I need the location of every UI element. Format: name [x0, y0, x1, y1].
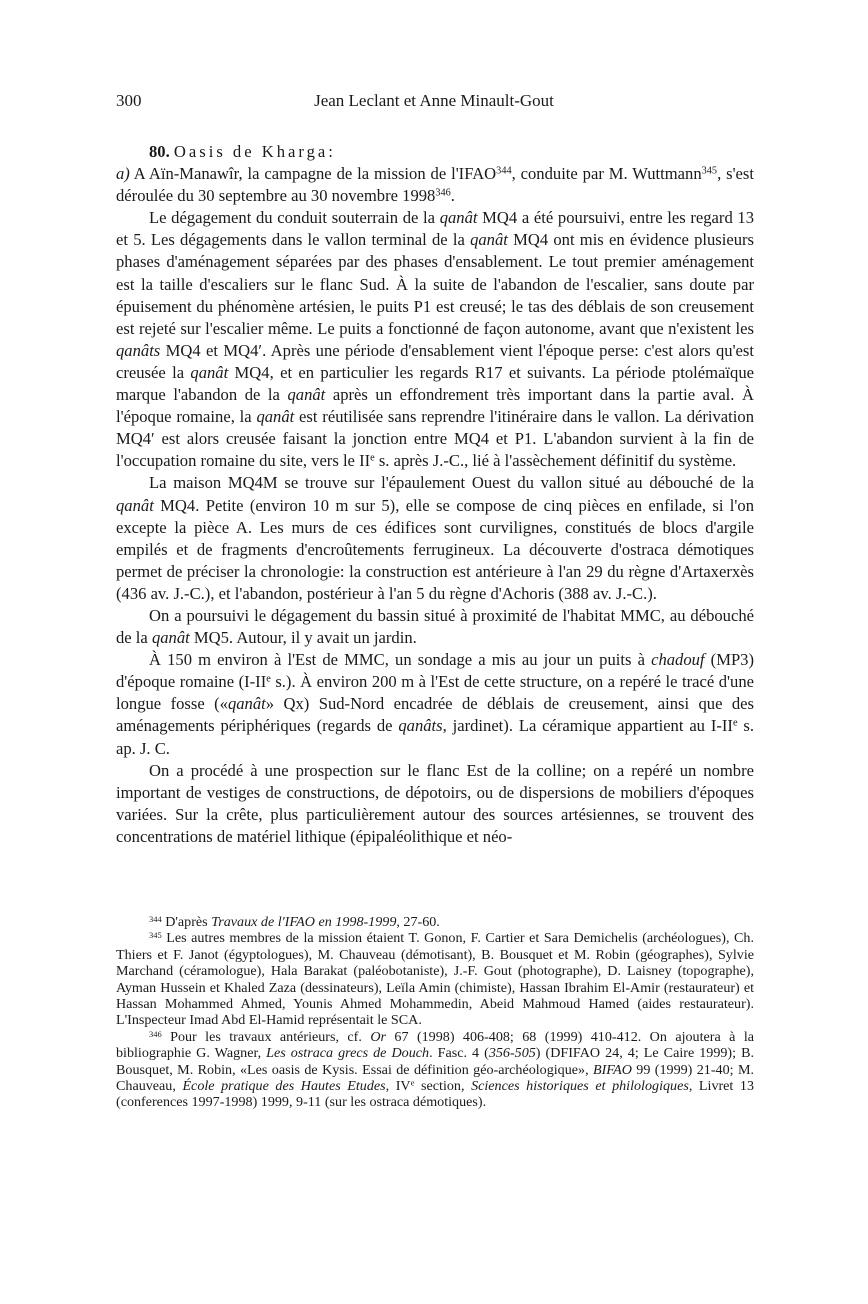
page-header	[116, 91, 752, 111]
paragraph	[116, 141, 754, 207]
paragraph	[116, 472, 754, 605]
footnote	[116, 930, 754, 1028]
text-span: MQ5. Autour, il y avait un jardin.	[189, 628, 417, 648]
text-span: ) (DFIFAO 24, 4; Le Caire 1999); B. Bousquet, M. Robin, «Les oasis de Kysis. Essai de définition géo-archéologique»,	[116, 1045, 754, 1078]
text-span: Le dégagement du conduit souterrain de la	[149, 208, 440, 228]
text-span: . Fasc. 4 (	[429, 1045, 489, 1062]
text-span: s. après J.-C., lié à l'assèchement définitif du système.	[374, 451, 737, 471]
italic-term: qanât	[151, 628, 190, 648]
italic-title: Sciences historiques et philologiques	[471, 1078, 689, 1095]
footnote-ref[interactable]: 345	[701, 165, 718, 177]
section-title: Oasis de Kharga:	[173, 142, 336, 161]
text-span: , IV	[385, 1078, 411, 1095]
text-span: (MP3) d'époque romaine (I-II	[116, 650, 755, 692]
text-span: On a procédé à une prospection sur le flanc Est de la colline; on a repéré un nombre important de vestiges de constructions, de dépotoirs, ou de dispersions de mobiliers d'époques variées. Sur la crête, plus particulièrement autour des sources artésiennes, se trouvent des concentrations de matériel lithique (épipaléolithique et néo-	[116, 760, 754, 846]
paragraph	[116, 760, 754, 848]
superscript: e	[370, 452, 375, 464]
italic-title: BIFAO	[593, 1061, 632, 1078]
text-span: section,	[414, 1078, 472, 1095]
superscript: e	[410, 1077, 415, 1088]
text-span: est réutilisée sans reprendre l'itinéraire dans le vallon. La dérivation MQ4′ est alors creusée faisant la jonction entre MQ4 et P1. L'abandon survient à la fin de l'occupation romaine du site, vers le II	[116, 407, 754, 471]
text-span: Pour les travaux antérieurs, cf.	[161, 1028, 371, 1045]
footnote-number: 345	[149, 930, 162, 941]
text-span: .	[450, 186, 455, 206]
text-span: , s'est déroulée du 30 septembre au 30 novembre 1998	[116, 164, 754, 206]
paragraph	[116, 207, 754, 472]
footnote-number: 346	[149, 1029, 162, 1040]
page-number: 300	[116, 91, 142, 110]
text-span: , 27-60.	[396, 914, 440, 930]
paragraph	[116, 649, 754, 759]
italic-term: qanât	[256, 407, 295, 427]
paragraph	[116, 605, 754, 649]
body-text	[116, 141, 754, 848]
text-span: D'après	[161, 914, 212, 930]
text-span: On a poursuivi le dégagement du bassin situé à proximité de l'habitat MMC, au débouché de la	[116, 605, 754, 648]
text-span: MQ4 ont mis en évidence plusieurs phases d'aménagement séparées par des phases d'ensablement. Le tout premier aménagement est la taille d'escaliers sur le flanc Sud. À la suite de l'abandon de l'escalier, sans doute par épuisement du phénomène artésien, le puits P1 est creusé; le tas des déblais de son creusement est rejeté sur l'escalier même. Le puits a fonctionné de façon autonome, avant que n'existent les	[116, 230, 754, 338]
superscript: e	[732, 718, 738, 730]
italic-term: qanât	[227, 694, 266, 714]
text-span: , Livret 13 (conferences 1997-1998) 1999, 9-11 (sur les ostraca démotiques).	[116, 1078, 755, 1111]
italic-term: qanât	[190, 362, 229, 382]
text-span: MQ4 a été poursuivi, entre les regard 13 et 5. Les dégagements dans le vallon terminal de la	[116, 208, 754, 250]
text-span: , jardinet). La céramique appartient au I-II	[442, 716, 733, 736]
text-span: s. ap. J. C.	[116, 716, 754, 758]
footnote-ref[interactable]: 344	[496, 165, 512, 177]
italic-term: qanât	[287, 385, 326, 405]
italic-title: Or	[370, 1028, 386, 1045]
text-span: après un effondrement très important dans la partie aval. À l'époque romaine, la	[116, 385, 754, 427]
section-number: 80.	[149, 142, 170, 161]
italic-term: qanâts	[116, 340, 161, 360]
italic-term: qanât	[439, 208, 478, 228]
text-span: La maison MQ4M se trouve sur l'épaulement Ouest du vallon situé au débouché de la	[149, 473, 754, 493]
italic-title: 356-505	[488, 1045, 536, 1062]
running-title: Jean Leclant et Anne Minault-Gout	[314, 91, 554, 110]
item-label: a)	[116, 164, 130, 184]
text-span: MQ4, et en particulier les regards R17 et suivants. La période ptolémaïque marque l'abandon de la	[116, 362, 755, 405]
text-span: MQ4 et MQ4′. Après une période d'ensablement vient l'époque perse: c'est alors qu'est creusée la	[116, 340, 754, 382]
text-span: A Aïn-Manawîr, la campagne de la mission de l'IFAO	[129, 164, 497, 184]
text-span: 67 (1998) 406-408; 68 (1999) 410-412. On ajoutera à la bibliographie G. Wagner,	[116, 1028, 754, 1062]
italic-term: qanât	[470, 230, 508, 250]
text-span: s.). À environ 200 m à l'Est de cette structure, on a repéré le tracé d'une longue fosse («	[116, 672, 754, 714]
text-span: » Qx) Sud-Nord encadrée de déblais de creusement, ainsi que des aménagements périphériques (regards de	[116, 694, 754, 736]
footnotes	[116, 914, 754, 1111]
footnote	[116, 914, 754, 930]
italic-title: Les ostraca grecs de Douch	[266, 1045, 430, 1062]
superscript: e	[266, 673, 271, 685]
text-span: , conduite par M. Wuttmann	[511, 164, 702, 184]
text-span: 99 (1999) 21-40; M. Chauveau,	[116, 1061, 754, 1095]
text-span: À 150 m environ à l'Est de MMC, un sondage a mis au jour un puits à	[149, 650, 652, 670]
italic-title: Travaux de l'IFAO en 1998-1999	[211, 914, 397, 930]
footnote-number: 344	[149, 914, 162, 925]
text-span: MQ4. Petite (environ 10 m sur 5), elle se compose de cinq pièces en enfilade, si l'on excepte la pièce A. Les murs de ces édifices sont curvilignes, constitués de blocs d'argile empilés et de fragments d'encroûtements ferrugineux. La découverte d'ostraca démotiques permet de préciser la chronologie: la construction est antérieure à l'an 29 du règne d'Artaxerxès (436 av. J.-C.), et l'abandon, postérieur à l'an 5 du règne d'Achoris (388 av. J.-C.).	[116, 495, 754, 603]
footnote-ref[interactable]: 346	[435, 187, 451, 199]
footnote	[116, 1029, 754, 1111]
italic-term: qanât	[116, 495, 154, 515]
italic-term: qanâts	[398, 716, 443, 736]
italic-term: chadouf	[651, 650, 705, 670]
italic-title: École pratique des Hautes Etudes	[182, 1078, 386, 1095]
text-span: Les autres membres de la mission étaient T. Gonon, F. Cartier et Sara Demichelis (archéologues), Ch. Thiers et F. Janot (égyptologues), M. Chauveau (démotisant), B. Bousquet et M. Robin (géographes), Sylvie Marchand (céramologue), Hala Barakat (paléobotaniste), J.-F. Gout (photographe), D. Laisney (topographe), Ayman Hussein et Khaled Zaza (dessinateurs), Leïla Amin (chimiste), Hassan Ibrahim El-Amir (restaurateur) et Hassan Mohammed Ahmed, Younis Ahmed Mohammedin, Abeid Mahmoud Hamed (aides restaurateur). L'Inspecteur Imad Abd El-Hamid représentait le SCA.	[116, 930, 754, 1029]
